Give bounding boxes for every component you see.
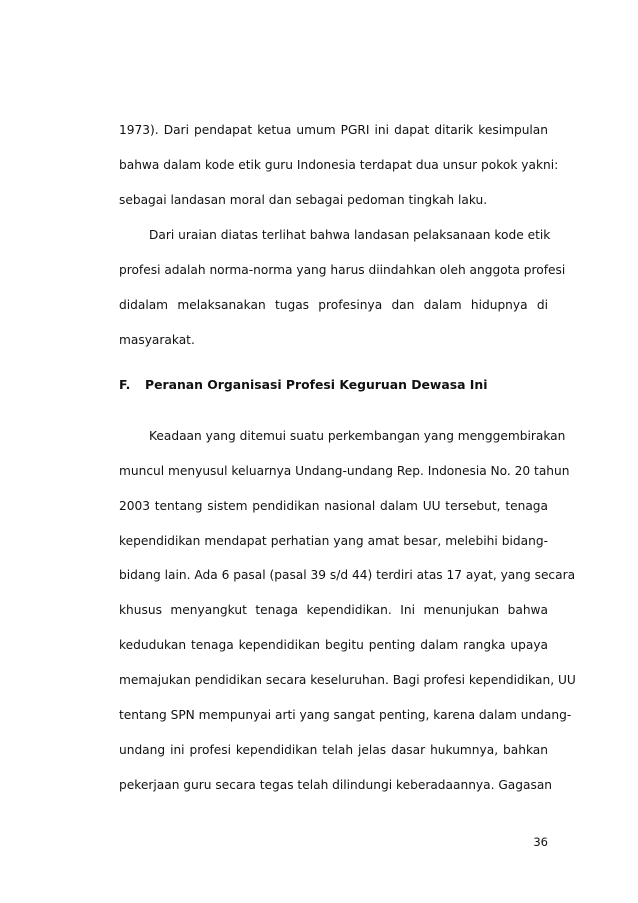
text-line: memajukan pendidikan secara keseluruhan. Bagi profesi kependidikan, UU (119, 673, 576, 687)
text-line: Dari uraian diatas terlihat bahwa landasan pelaksanaan kode etik (149, 228, 551, 242)
text-line: muncul menyusul keluarnya Undang-undang Rep. Indonesia No. 20 tahun (119, 464, 570, 478)
text-line: khusus menyangkut tenaga kependidikan. Ini menunjukan bahwa (119, 603, 548, 617)
text-line: pekerjaan guru secara tegas telah dilindungi keberadaannya. Gagasan (119, 778, 553, 792)
text-line: sebagai landasan moral dan sebagai pedoman tingkah laku. (119, 193, 488, 207)
text-line: Keadaan yang ditemui suatu perkembangan yang menggembirakan (149, 429, 566, 443)
text-line: didalam melaksanakan tugas profesinya dan dalam hidupnya di (119, 298, 548, 312)
text-line: undang ini profesi kependidikan telah jelas dasar hukumnya, bahkan (119, 743, 548, 757)
section-number: F. (119, 377, 131, 392)
section-title: Peranan Organisasi Profesi Keguruan Dewasa Ini (145, 377, 488, 392)
text-line: tentang SPN mempunyai arti yang sangat penting, karena dalam undang- (119, 708, 572, 722)
text-line: profesi adalah norma-norma yang harus diindahkan oleh anggota profesi (119, 263, 566, 277)
text-line: bidang lain. Ada 6 pasal (pasal 39 s/d 44) terdiri atas 17 ayat, yang secara (119, 568, 576, 582)
page-number: 36 (533, 835, 548, 849)
text-line: 1973). Dari pendapat ketua umum PGRI ini dapat ditarik kesimpulan (119, 123, 548, 137)
text-line: kependidikan mendapat perhatian yang amat besar, melebihi bidang- (119, 534, 548, 548)
section-heading (119, 377, 487, 393)
text-line: kedudukan tenaga kependidikan begitu penting dalam rangka upaya (119, 638, 548, 652)
text-line: masyarakat. (119, 333, 195, 347)
text-line: bahwa dalam kode etik guru Indonesia terdapat dua unsur pokok yakni: (119, 158, 559, 172)
text-line: 2003 tentang sistem pendidikan nasional dalam UU tersebut, tenaga (119, 499, 548, 513)
